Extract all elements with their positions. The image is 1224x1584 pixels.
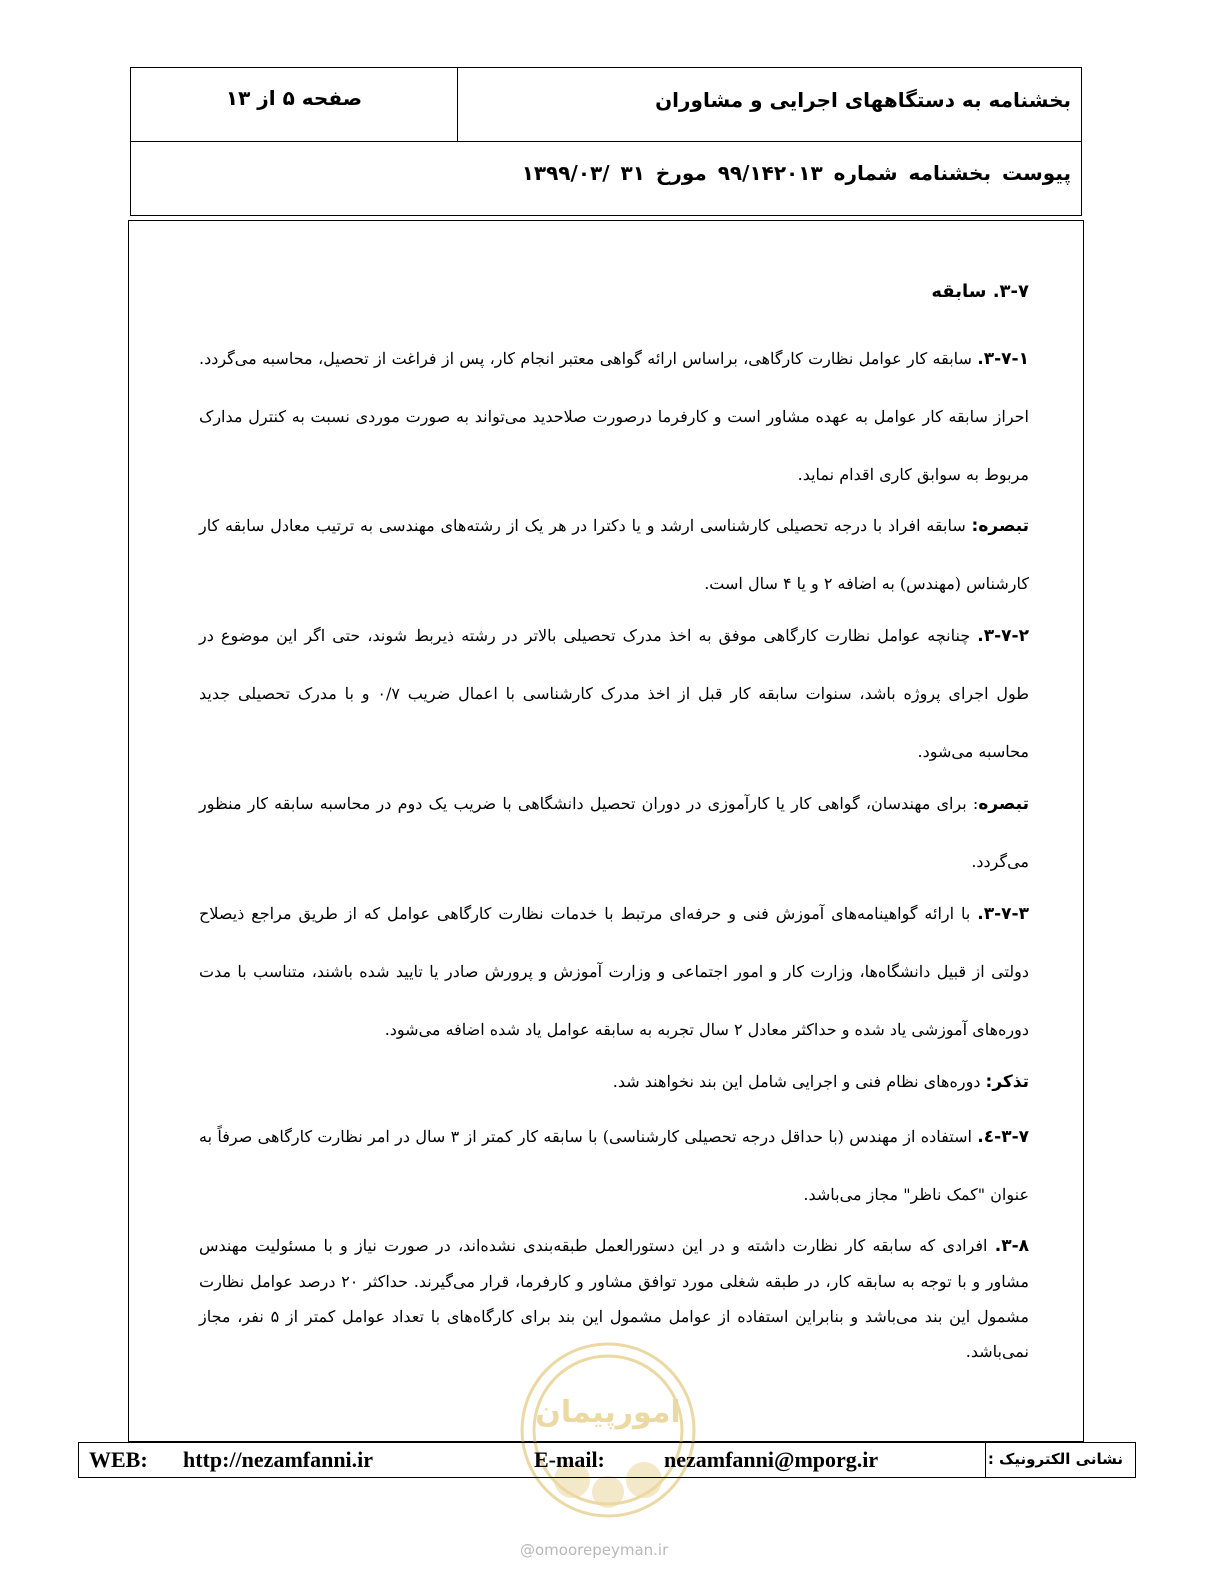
paragraph-label: تبصره: [971,516,1030,536]
circular-title: بخشنامه به دستگاههای اجرایی و مشاوران [655,88,1071,112]
attachment-reference: پیوست بخشنامه شماره ۹۹/۱۴۲۰۱۳ مورخ ۳۱ /۱۳۹۹/۰۳ [521,161,1071,185]
paragraph-label: ۳-۷-۱. [977,349,1029,369]
section-heading: ۳-۷. سابقه [931,281,1029,302]
paragraph-text: با ارائه گواهینامه‌های آموزش فنی و حرفه‌ای مرتبط با خدمات نظارت کارگاهی عوامل که از طریق مراجع ذیصلاح دولتی از قبیل دانشگاه‌ها، وزارت کار و امور اجتماعی و وزارت آموزش و پرورش صادر یا تایید شده باشند، متناسب با مدت دوره‌های آموزشی یاد شده و حداکثر معادل ۲ سال تجربه به سابقه عوامل یاد شده اضافه می‌شود. [199,904,1030,1039]
paragraph-3-7-1 [199,330,1029,504]
paragraph-label: ۳-۷-۲. [977,626,1029,646]
header-divider [457,68,458,141]
watermark-logo-text: امورپیمان [535,1395,681,1430]
paragraph-text: دوره‌های نظام فنی و اجرایی شامل این بند نخواهند شد. [612,1072,986,1091]
paragraph-3-7-2 [199,607,1029,781]
paragraph-3-7-4 [199,1108,1029,1224]
contact-label: نشانی الکترونیک : [987,1450,1123,1468]
page-number: صفحه ۵ از ۱۳ [225,86,363,110]
paragraph-label: ۳-۷-٤. [977,1127,1029,1147]
web-link[interactable]: http://nezamfanni.ir [183,1447,374,1472]
header-table [130,67,1082,216]
paragraph-label: تبصره [978,794,1029,814]
paragraph-label: تذکر: [985,1072,1029,1092]
paragraph-3-7-3 [199,885,1029,1059]
paragraph-text: استفاده از مهندس (با حداقل درجه تحصیلی کارشناسی) با سابقه کار کمتر از ۳ سال در امر نظارت کارگاهی صرفاً به عنوان "کمک ناظر" مجاز می‌باشد. [199,1127,1029,1204]
footer-bar [78,1442,1136,1478]
paragraph-text: چنانچه عوامل نظارت کارگاهی موفق به اخذ مدرک تحصیلی بالاتر در رشته ذیربط شوند، حتی اگر این موضوع در طول اجرای پروژه باشد، سنوات سابقه کار قبل از اخذ مدرک کارشناسی با اعمال ضریب ۰/۷ و با مدرک تحصیلی جدید محاسبه می‌شود. [199,626,1029,761]
paragraph-text: سابقه کار عوامل نظارت کارگاهی، براساس ارائه گواهی معتبر انجام کار، پس از فراغت از تحصیل، محاسبه می‌گردد. احراز سابقه کار عوامل به عهده مشاور است و کارفرما درصورت صلاحدید می‌تواند به صورت موردی نسبت به کنترل مدارک مربوط به سوابق کاری اقدام نماید. [199,349,1029,484]
reminder [199,1053,1029,1111]
email-label: E-mail: [534,1447,605,1472]
paragraph-text: سابقه افراد با درجه تحصیلی کارشناسی ارشد و یا دکترا در هر یک از رشته‌های مهندسی به ترتیب معادل سابقه کار کارشناس (مهندس) به اضافه ۲ و یا ۴ سال است. [199,516,1029,593]
paragraph-label: ۳-۸. [994,1236,1029,1256]
footer-divider [985,1443,986,1477]
header-top-row [131,68,1081,142]
paragraph-label: ۳-۷-۳. [977,904,1029,924]
note-2 [199,775,1029,891]
email-link[interactable]: nezamfanni@mporg.ir [664,1447,879,1472]
web-label: WEB: [89,1447,148,1472]
paragraph-text: افرادی که سابقه کار نظارت داشته و در این دستورالعمل طبقه‌بندی نشده‌اند، در صورت نیاز و با مسئولیت مهندس مشاور و با توجه به سابقه کار، در طبقه شغلی مورد توافق مشاور و کارفرما، قرار می‌گیرند. حداکثر ۲۰ درصد عوامل نظارت مشمول این بند می‌باشد و بنابراین استفاده از عوامل مشمول این بند برای کارگاه‌های با تعداد عوامل کمتر از ۵ نفر، مجاز نمی‌باشد. [199,1236,1029,1361]
note-1 [199,497,1029,613]
watermark-logo [508,1330,708,1530]
paragraph-text: : برای مهندسان، گواهی کار یا کارآموزی در دوران تحصیل دانشگاهی با ضریب یک دوم در محاسبه سابقه کار منظور می‌گردد. [199,794,1029,871]
watermark-site: @omoorepeyman.ir [520,1541,669,1559]
